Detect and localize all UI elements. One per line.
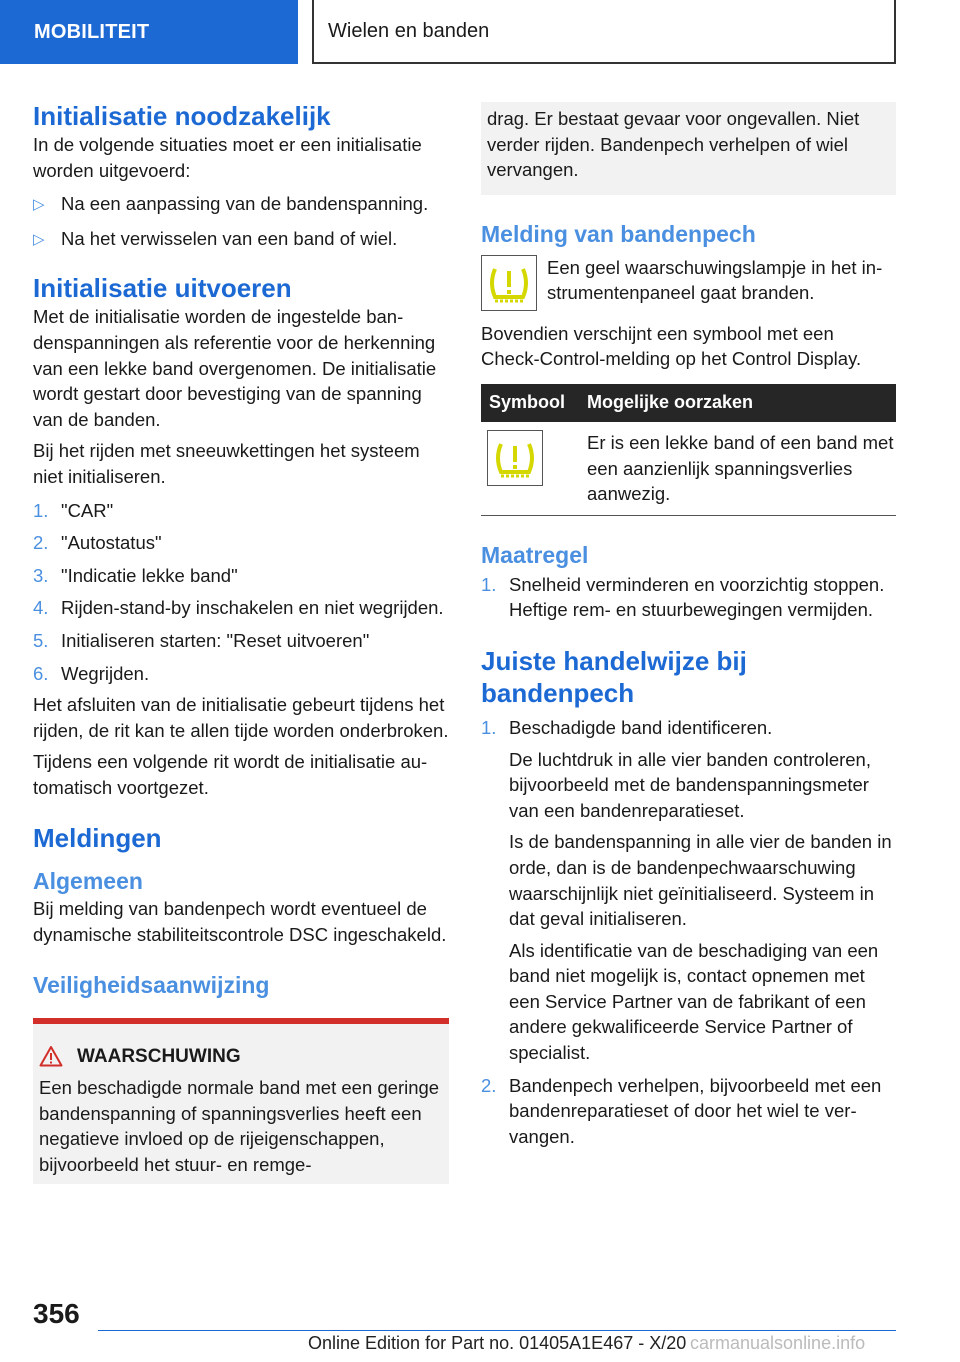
tire-pressure-warning-icon — [487, 430, 543, 486]
list-item — [481, 715, 896, 1066]
list-item — [33, 498, 449, 524]
heading-juiste-handelwijze: Juiste handelwijze bij bandenpech — [481, 645, 747, 708]
section-tab — [0, 0, 298, 64]
list-item — [33, 191, 449, 218]
warning-title — [39, 1044, 443, 1070]
tire-pressure-warning-icon — [481, 255, 537, 311]
page-number: 356 — [33, 1298, 80, 1329]
after-steps-p2: Tijdens een volgende rit wordt de initialisatie automatisch voortgezet. — [33, 751, 428, 798]
algemeen-text: Bij melding van bandenpech wordt eventueel de dynamische stabiliteitscontrole DSC ingeschakeld. — [33, 898, 447, 946]
table-header-symbol: Symbool — [481, 384, 587, 422]
step-number: 5. — [33, 629, 49, 651]
list-item — [33, 661, 449, 687]
list-item-text: Na een aanpassing van de bandenspanning. — [61, 193, 429, 215]
step-paragraph: Als identificatie van de beschadiging van een band niet mogelijk is, contact opnemen met een Service Partner van de fabrikant of een andere gekwalificeerde Service Partner of specialist. — [509, 939, 879, 1064]
step-number: 1. — [33, 499, 49, 521]
step-number: 2. — [33, 532, 49, 554]
init-run-p2: Bij het rijden met sneeuwkettingen het systeem niet initialiseren. — [33, 440, 420, 487]
list-item — [33, 226, 449, 253]
init-needed-intro: In de volgende situaties moet er een initialisatie worden uitgevoerd: — [33, 134, 422, 181]
step-number: 1. — [481, 716, 497, 738]
list-item — [33, 595, 449, 621]
step-number: 2. — [481, 1074, 497, 1096]
symbol-table — [481, 384, 896, 516]
lamp-text: Een geel waarschuwingslampje in het instrumentenpaneel gaat branden. — [547, 256, 883, 304]
triangle-bullet-icon: ▷ — [33, 230, 45, 248]
list-item — [481, 1073, 896, 1150]
left-column — [33, 100, 449, 1184]
step-number: 4. — [33, 597, 49, 619]
section-label: MOBILITEIT — [34, 20, 150, 43]
watermark-text: carmanualsonline.info — [690, 1333, 866, 1353]
right-column — [481, 102, 896, 1149]
also-text: Bovendien verschijnt een symbool met een Check-Control-melding op het Control Display. — [481, 322, 862, 370]
step-number: 6. — [33, 662, 49, 684]
list-item — [33, 563, 449, 589]
step-text: "Indicatie lekke band" — [61, 564, 238, 586]
warning-title-text: WAARSCHUWING — [77, 1045, 241, 1067]
step-paragraph: Bandenpech verhelpen, bijvoorbeeld met een bandenreparatieset of door het wiel te vervangen. — [509, 1074, 882, 1147]
maatregel-list — [481, 572, 896, 623]
heading-init-run: Initialisatie uitvoeren — [33, 273, 292, 304]
heading-meldingen: Meldingen — [33, 823, 162, 854]
step-number: 3. — [33, 564, 49, 586]
step-text: Rijden-stand-by inschakelen en niet wegrijden. — [61, 597, 444, 619]
init-needed-list — [33, 191, 449, 252]
list-item — [33, 628, 449, 654]
table-header-row — [481, 384, 896, 422]
chapter-label: Wielen en banden — [328, 19, 490, 42]
after-steps-p1: Het afsluiten van de initialisatie gebeurt tijdens het rijden, de rit kan te allen tijde worden onderbroken. — [33, 694, 449, 741]
step-text: Initialiseren starten: "Reset uitvoeren" — [61, 629, 370, 651]
warning-text: Een beschadigde normale band met een geringe bandenspanning of spanningsverlies heeft een negatieve invloed op de rijeigenschappen, bijvoorbeeld het stuur- en remge- — [39, 1077, 440, 1176]
warning-box-continued — [481, 102, 896, 195]
warning-box — [33, 1018, 449, 1184]
step-number: 1. — [481, 573, 497, 595]
step-paragraph: Is de bandenspanning in alle vier de banden in orde, dan is de bandenpechwaarschuwing waarschijnlijk niet geïnitialiseerd. Systeem in dat geval initialiseren. — [509, 831, 892, 930]
table-cell-symbol — [481, 422, 587, 515]
init-run-p1: Met de initialisatie worden de ingestelde bandenspanningen als referentie voor de herkenning van een lekke band overgenomen. De initialisatie wordt gestart door bevestiging van de spanning van de banden. — [33, 306, 437, 430]
edition-text: Online Edition for Part no. 01405A1E467 - X/20 — [308, 1333, 687, 1353]
heading-maatregel: Maatregel — [481, 541, 589, 568]
heading-melding-pech: Melding van bandenpech — [481, 220, 756, 247]
step-text: "Autostatus" — [61, 532, 162, 554]
step-content — [509, 715, 896, 1066]
step-paragraph: Beschadigde band identificeren. — [509, 716, 773, 738]
lamp-message — [481, 255, 896, 311]
table-row — [481, 422, 896, 515]
footer-divider — [98, 1330, 896, 1331]
list-item — [481, 572, 896, 623]
table-cell-cause: Er is een lekke band of een band met een aanzienlijk spanningsverlies aanwezig. — [587, 422, 896, 515]
step-paragraph: De luchtdruk in alle vier banden controleren, bijvoorbeeld met de bandenspanningsmeter van een bandenreparatieset. — [509, 748, 871, 821]
step-text: Snelheid verminderen en voorzichtig stoppen. Heftige rem- en stuurbewegingen vermijden. — [509, 573, 885, 621]
triangle-bullet-icon: ▷ — [33, 196, 45, 214]
step-content — [509, 1073, 896, 1150]
juiste-list — [481, 715, 896, 1150]
steps-list — [33, 498, 449, 687]
heading-veiligheid: Veiligheidsaanwijzing — [33, 971, 270, 998]
list-item-text: Na het verwisselen van een band of wiel. — [61, 227, 398, 249]
heading-init-needed: Initialisatie noodzakelijk — [33, 101, 331, 131]
heading-algemeen: Algemeen — [33, 868, 143, 895]
warning-triangle-icon — [39, 1045, 63, 1067]
warning-continued-text: drag. Er bestaat gevaar voor ongevallen. Niet verder rijden. Bandenpech verhelpen of wiel vervangen. — [487, 108, 860, 181]
step-text: "CAR" — [61, 499, 114, 521]
step-text: Wegrijden. — [61, 662, 150, 684]
chapter-tab — [312, 0, 896, 64]
table-header-causes: Mogelijke oorzaken — [587, 384, 896, 422]
list-item — [33, 530, 449, 556]
